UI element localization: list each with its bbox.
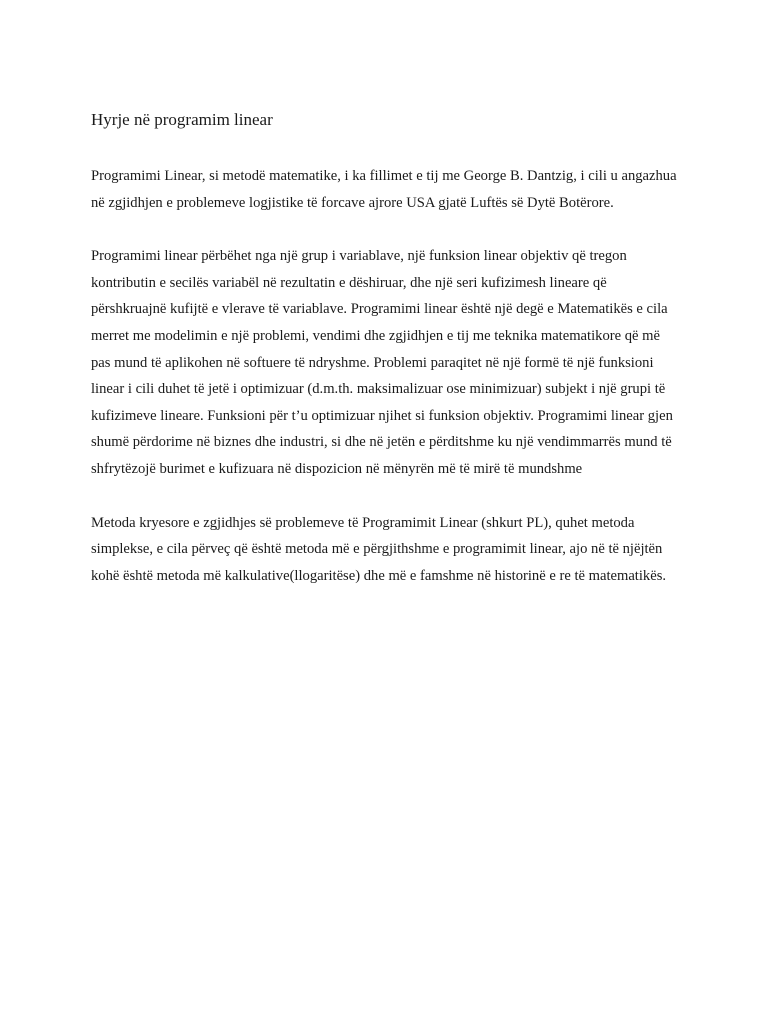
paragraph-definition: Programimi linear përbëhet nga një grup i variablave, një funksion linear objektiv që tregon kontributin e secilës variabël në rezultatin e dëshiruar, dhe një seri kufizimesh lineare që përshkruajnë kufijtë e vlerave të variablave. Programimi linear është një degë e Matematikës e cila merret me modelimin e një problemi, vendimi dhe zgjidhjen e tij me teknika matematikore që më pas mund të aplikohen në softuere të ndryshme. Problemi paraqitet në një formë të një funksioni linear i cili duhet të jetë i optimizuar (d.m.th. maksimalizuar ose minimizuar) subjekt i një grupi të kufizimeve lineare. Funksioni për t’u optimizuar njihet si funksion objektiv. Programimi linear gjen shumë përdorime në biznes dhe industri, si dhe në jetën e përditshme ku një vendimmarrës mund të shfrytëzojë burimet e kufizuara në dispozicion në mënyrën më të mirë të mundshme	[91, 248, 673, 477]
document-title: Hyrje në programim linear	[91, 110, 273, 129]
document-body	[91, 108, 683, 616]
paragraph-simplex-method: Metoda kryesore e zgjidhjes së problemeve të Programimit Linear (shkurt PL), quhet metoda simplekse, e cila përveç që është metoda më e përgjithshme e programimit linear, ajo në të njëjtën kohë është metoda më kalkulative(llogaritëse) dhe më e famshme në historinë e re të matematikës.	[91, 514, 667, 584]
paragraph-history: Programimi Linear, si metodë matematike, i ka fillimet e tij me George B. Dantzig, i cili u angazhua në zgjidhjen e problemeve logjistike të forcave ajrore USA gjatë Luftës së Dytë Botërore.	[91, 168, 677, 211]
